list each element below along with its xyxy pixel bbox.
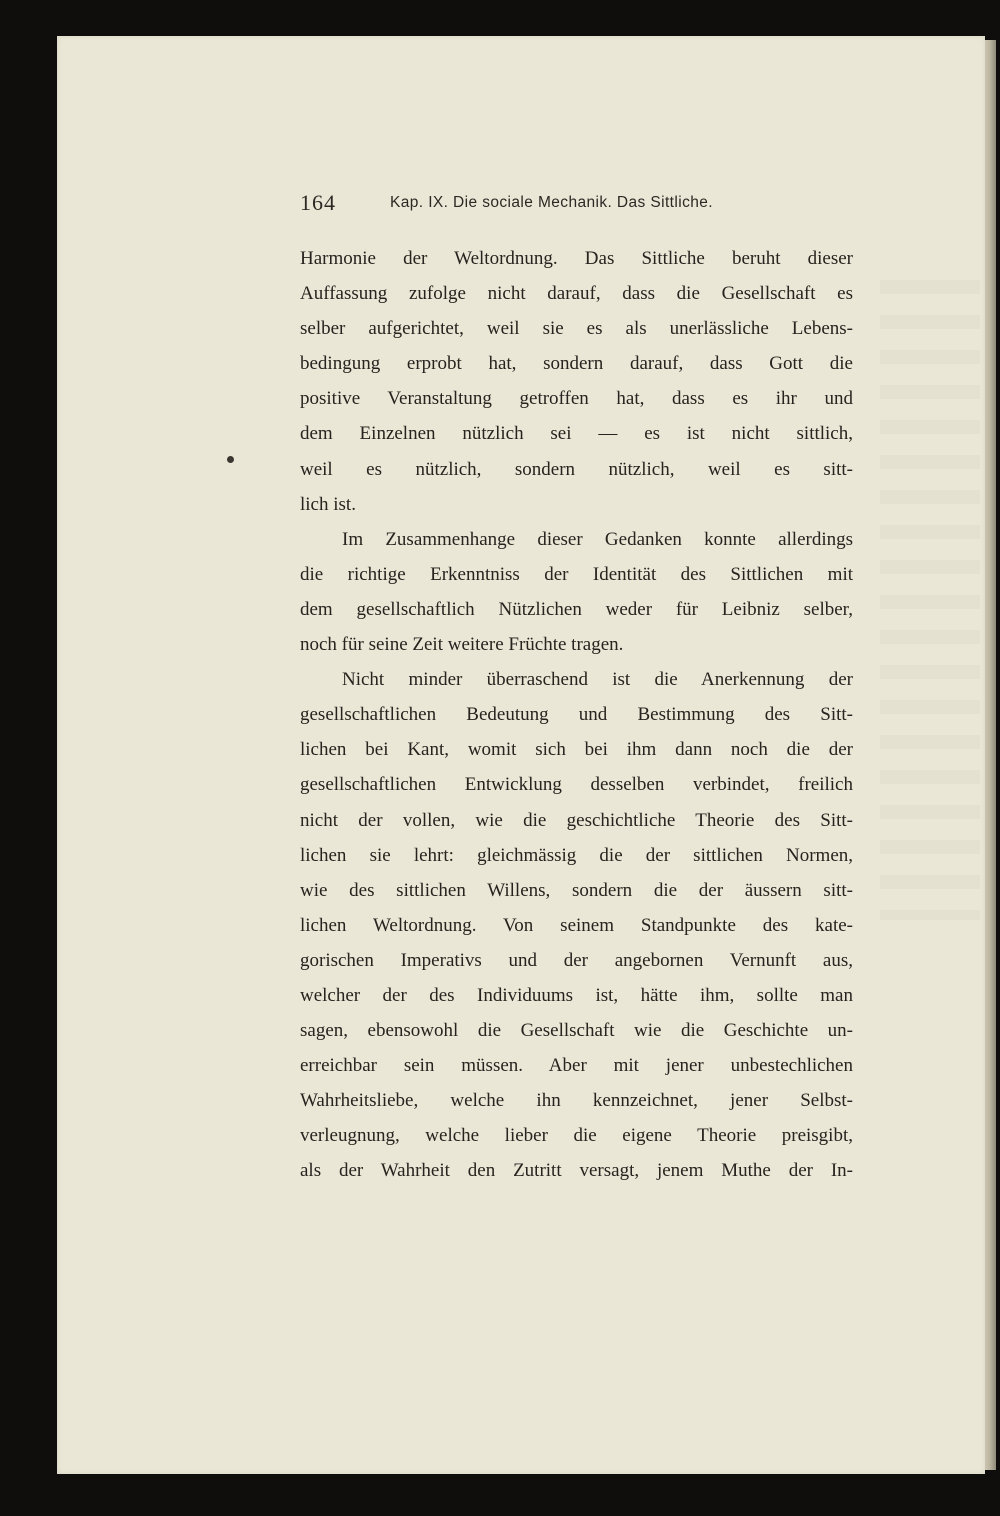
text-line: die richtige Erkenntniss der Identität des Sittlichen mit bbox=[300, 563, 853, 585]
text-line: erreichbar sein müssen. Aber mit jener unbestechlichen bbox=[300, 1055, 853, 1077]
bleed-through-text bbox=[880, 280, 980, 920]
text-line: gesellschaftlichen Bedeutung und Bestimmung des Sitt- bbox=[300, 704, 853, 726]
text-line: wie des sittlichen Willens, sondern die der äussern sitt- bbox=[300, 879, 853, 901]
paragraph-start-line: Nicht minder überraschend ist die Anerkennung der bbox=[342, 669, 853, 691]
body-text bbox=[300, 241, 853, 1189]
text-line: lichen bei Kant, womit sich bei ihm dann noch die der bbox=[300, 739, 853, 761]
text-line: Auffassung zufolge nicht darauf, dass die Gesellschaft es bbox=[300, 283, 853, 305]
text-line: lichen sie lehrt: gleichmässig die der sittlichen Normen, bbox=[300, 844, 853, 866]
text-line: Harmonie der Weltordnung. Das Sittliche beruht dieser bbox=[300, 248, 853, 269]
text-line: positive Veranstaltung getroffen hat, dass es ihr und bbox=[300, 388, 853, 410]
text-line: weil es nützlich, sondern nützlich, weil es sitt- bbox=[300, 458, 853, 480]
running-head: Kap. IX. Die sociale Mechanik. Das Sittliche. bbox=[390, 194, 713, 211]
text-line: noch für seine Zeit weitere Früchte tragen. bbox=[300, 634, 624, 656]
text-line: verleugnung, welche lieber die eigene Theorie preisgibt, bbox=[300, 1125, 853, 1147]
text-line: gorischen Imperativs und der angebornen Vernunft aus, bbox=[300, 949, 853, 971]
ink-spot bbox=[227, 456, 234, 463]
page-number: 164 bbox=[300, 190, 336, 215]
text-line: Wahrheitsliebe, welche ihn kennzeichnet, jener Selbst- bbox=[300, 1090, 853, 1112]
text-line: sagen, ebensowohl die Gesellschaft wie die Geschichte un- bbox=[300, 1020, 853, 1042]
text-line: welcher der des Individuums ist, hätte ihm, sollte man bbox=[300, 984, 853, 1006]
text-line: gesellschaftlichen Entwicklung desselben verbindet, freilich bbox=[300, 774, 853, 796]
paragraph-start-line: Im Zusammenhange dieser Gedanken konnte allerdings bbox=[342, 528, 853, 550]
text-line: selber aufgerichtet, weil sie es als unerlässliche Lebens- bbox=[300, 318, 853, 340]
text-line: dem gesellschaftlich Nützlichen weder für Leibniz selber, bbox=[300, 598, 853, 620]
text-line: als der Wahrheit den Zutritt versagt, jenem Muthe der In- bbox=[300, 1160, 853, 1182]
text-line: lich ist. bbox=[300, 493, 356, 515]
text-line: bedingung erprobt hat, sondern darauf, dass Gott die bbox=[300, 353, 853, 375]
text-line: nicht der vollen, wie die geschichtliche Theorie des Sitt- bbox=[300, 809, 853, 831]
text-line: dem Einzelnen nützlich sei — es ist nicht sittlich, bbox=[300, 423, 853, 445]
text-line: lichen Weltordnung. Von seinem Standpunkte des kate- bbox=[300, 914, 853, 936]
page-header bbox=[300, 190, 860, 220]
